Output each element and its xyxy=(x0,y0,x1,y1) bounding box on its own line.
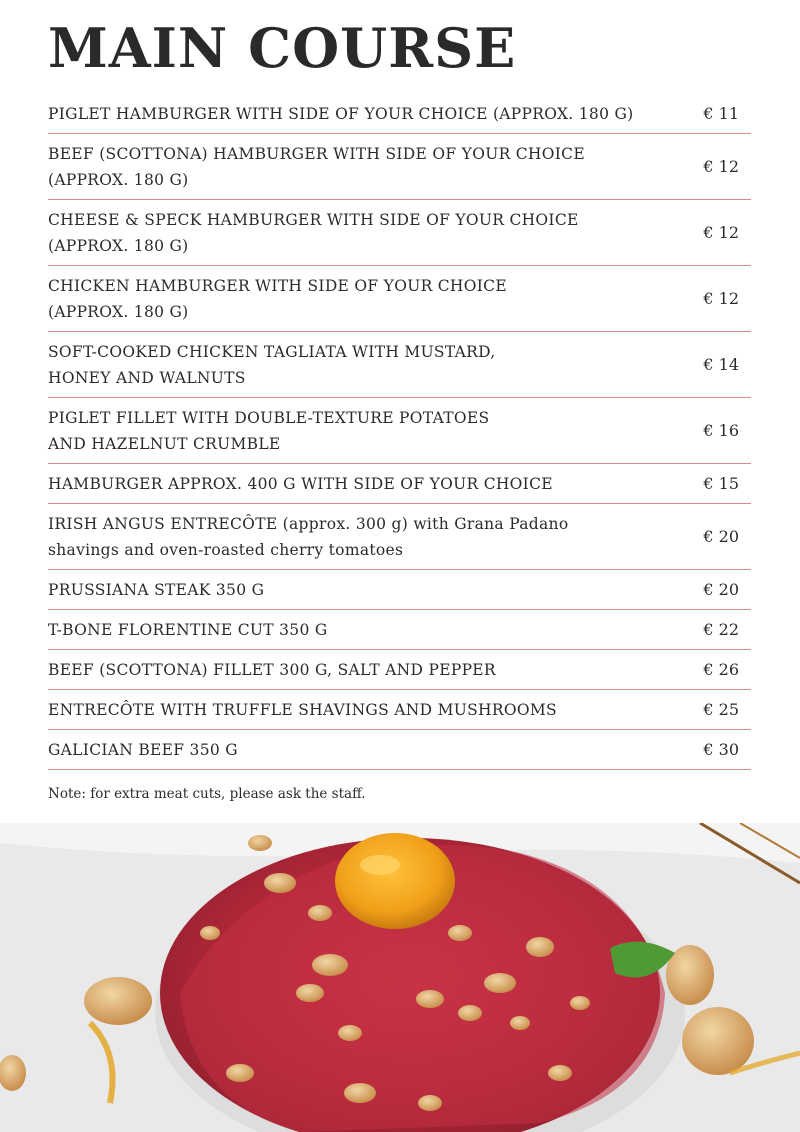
menu-list xyxy=(48,94,751,770)
menu-item-price: € 22 xyxy=(703,619,739,639)
menu-item-name: T-BONE FLORENTINE CUT 350 G xyxy=(48,620,328,639)
menu-item-price: € 16 xyxy=(703,420,739,440)
menu-item-name: BEEF (SCOTTONA) HAMBURGER WITH SIDE OF YOUR CHOICE (APPROX. 180 G) xyxy=(48,144,585,189)
page-title: MAIN COURSE xyxy=(48,16,517,80)
menu-item-name: PRUSSIANA STEAK 350 G xyxy=(48,580,265,599)
menu-item xyxy=(48,464,751,504)
menu-item xyxy=(48,94,751,134)
menu-item xyxy=(48,730,751,770)
menu-item-price: € 15 xyxy=(703,473,739,493)
menu-item-name: GALICIAN BEEF 350 G xyxy=(48,740,238,759)
menu-item xyxy=(48,266,751,332)
menu-item-name: SOFT-COOKED CHICKEN TAGLIATA WITH MUSTARD, HONEY AND WALNUTS xyxy=(48,342,496,387)
tartare-illustration xyxy=(0,823,800,1132)
menu-item xyxy=(48,200,751,266)
menu-item-name: CHEESE & SPECK HAMBURGER WITH SIDE OF YOUR CHOICE (APPROX. 180 G) xyxy=(48,210,579,255)
menu-item xyxy=(48,610,751,650)
menu-item-price: € 12 xyxy=(703,222,739,242)
menu-item-name: IRISH ANGUS ENTRECÔTE (approx. 300 g) with Grana Padano shavings and oven-roasted cherry tomatoes xyxy=(48,514,569,559)
menu-item xyxy=(48,650,751,690)
menu-item-name: ENTRECÔTE WITH TRUFFLE SHAVINGS AND MUSHROOMS xyxy=(48,700,557,719)
menu-item-name: PIGLET HAMBURGER WITH SIDE OF YOUR CHOICE (APPROX. 180 G) xyxy=(48,104,634,123)
menu-item xyxy=(48,690,751,730)
menu-item-price: € 26 xyxy=(703,659,739,679)
menu-item-price: € 20 xyxy=(703,526,739,546)
menu-item xyxy=(48,570,751,610)
menu-item-price: € 14 xyxy=(703,354,739,374)
footnote: Note: for extra meat cuts, please ask the staff. xyxy=(48,786,366,802)
menu-item-price: € 20 xyxy=(703,579,739,599)
menu-item-name: PIGLET FILLET WITH DOUBLE-TEXTURE POTATOES AND HAZELNUT CRUMBLE xyxy=(48,408,490,453)
menu-item-price: € 30 xyxy=(703,739,739,759)
menu-item-name: CHICKEN HAMBURGER WITH SIDE OF YOUR CHOICE (APPROX. 180 G) xyxy=(48,276,507,321)
menu-item xyxy=(48,504,751,570)
menu-item xyxy=(48,398,751,464)
menu-item-name: HAMBURGER APPROX. 400 G WITH SIDE OF YOUR CHOICE xyxy=(48,474,553,493)
menu-item-price: € 12 xyxy=(703,288,739,308)
menu-item-price: € 25 xyxy=(703,699,739,719)
menu-item-name: BEEF (SCOTTONA) FILLET 300 G, SALT AND PEPPER xyxy=(48,660,496,679)
menu-item xyxy=(48,134,751,200)
food-photo xyxy=(0,823,800,1132)
menu-item-price: € 12 xyxy=(703,156,739,176)
menu-item-price: € 11 xyxy=(703,103,739,123)
menu-item xyxy=(48,332,751,398)
